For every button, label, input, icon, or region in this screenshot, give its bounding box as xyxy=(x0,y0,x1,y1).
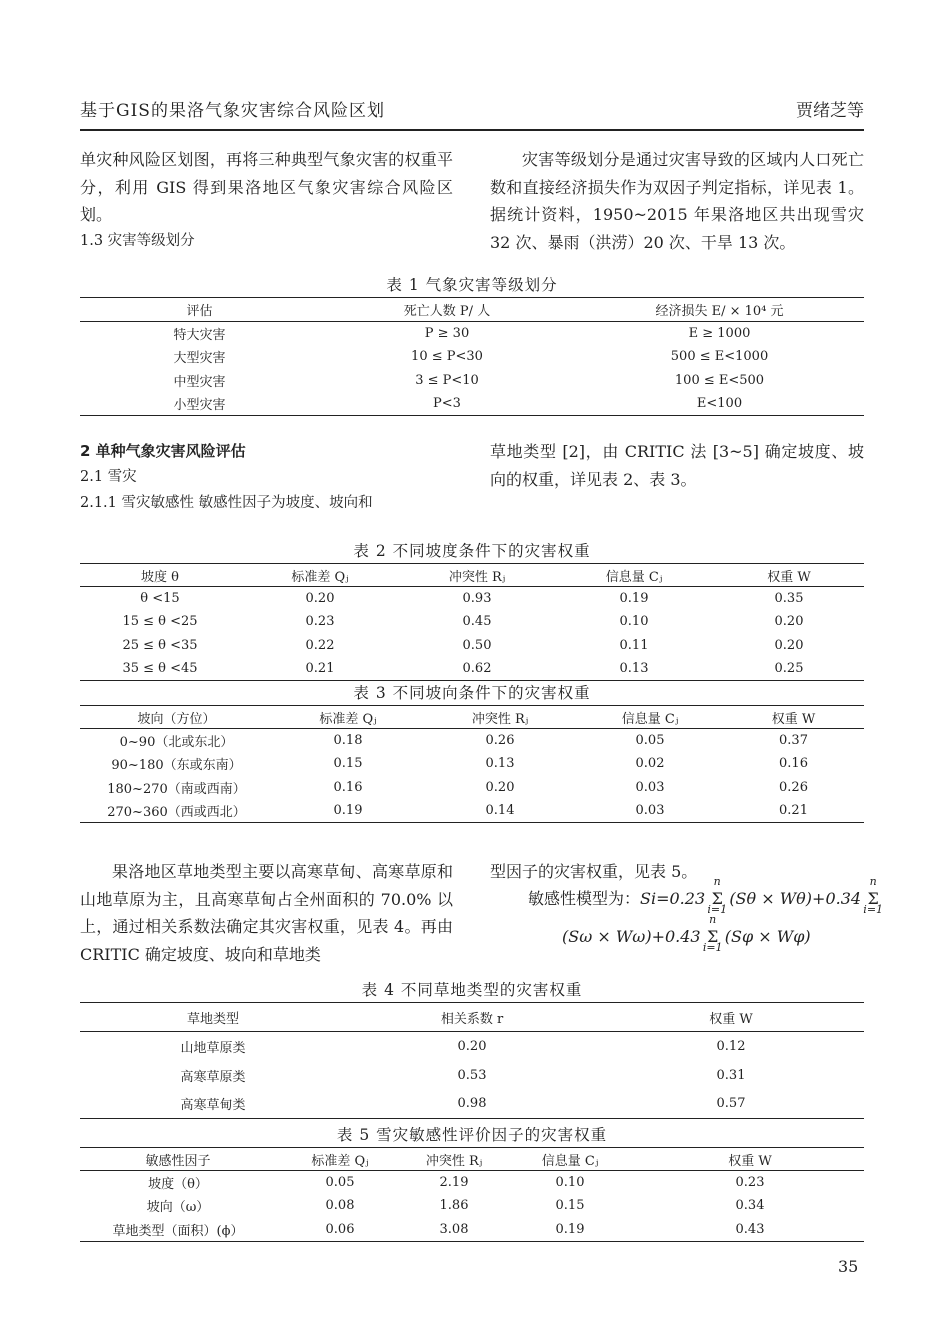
table4-cell: 0.20 xyxy=(457,1038,487,1054)
section-2-heading: 2 单种气象灾害风险评估 xyxy=(80,442,246,460)
table5-cell: 0.23 xyxy=(735,1175,765,1190)
table2-cell: 0.13 xyxy=(554,657,714,681)
table2-cell: 0.19 xyxy=(619,591,649,606)
table2-cell: 0.22 xyxy=(305,637,335,653)
table1-row xyxy=(80,369,864,393)
table2-cell: 0.23 xyxy=(305,614,335,630)
table3-cell: 0.15 xyxy=(333,756,363,772)
table5-header: 标准差 Qⱼ xyxy=(276,1148,404,1171)
table1-cell: P ≥ 30 xyxy=(424,326,470,341)
table4-cell: 高寒草原类 xyxy=(180,1069,246,1085)
mid-right-text: 型因子的灾害权重，见表 5。 xyxy=(490,862,698,881)
table4 xyxy=(80,1002,864,1119)
table5-header: 冲突性 Rⱼ xyxy=(404,1148,504,1171)
sensitivity-formula-line1 xyxy=(528,875,884,916)
table4-cell: 0.53 xyxy=(457,1067,487,1083)
table4-header: 相关系数 r xyxy=(346,1003,598,1032)
table4-row xyxy=(80,1061,864,1090)
table5-cell: 3.08 xyxy=(404,1218,504,1242)
table4-row xyxy=(80,1032,864,1061)
table5-cell: 草地类型（面积）(ϕ） xyxy=(80,1218,276,1242)
table3-caption: 表 3 不同坡向条件下的灾害权重 xyxy=(353,684,591,702)
table1-header: 经济损失 E/ × 10⁴ 元 xyxy=(575,298,864,322)
section-2-1-heading: 2.1 雪灾 xyxy=(80,469,137,485)
table5-caption: 表 5 雪灾敏感性评价因子的灾害权重 xyxy=(336,1126,608,1144)
table3-cell: 0.26 xyxy=(485,733,515,748)
header-authors: 贾绪芝等 xyxy=(796,101,864,121)
table3-cell: 0.02 xyxy=(635,756,665,772)
formula-model-label: 敏感性模型为： xyxy=(528,889,641,908)
table2-cell: 15 ≤ θ <25 xyxy=(122,614,198,630)
table5-row xyxy=(80,1171,864,1195)
table4-cell: 0.98 xyxy=(346,1090,598,1119)
sensitivity-formula-line2 xyxy=(562,913,811,954)
table2-header: 信息量 Cⱼ xyxy=(554,564,714,587)
table3-row xyxy=(80,776,864,800)
table1-cell: 中型灾害 xyxy=(173,374,226,390)
table2-cell: 0.20 xyxy=(774,637,804,653)
table3-header: 权重 W xyxy=(723,706,864,729)
table5-cell: 0.34 xyxy=(735,1198,765,1214)
table1-cell: 大型灾害 xyxy=(173,351,226,367)
table3-cell: 0.03 xyxy=(635,779,665,795)
table1-row xyxy=(80,392,864,416)
table2-cell: 0.93 xyxy=(462,591,492,606)
table3-cell: 0.26 xyxy=(779,779,808,795)
table3-cell: 0.37 xyxy=(779,733,808,748)
table3-header: 标准差 Qⱼ xyxy=(273,706,423,729)
table2-header: 坡度 θ xyxy=(80,564,240,587)
table3-cell: 180~270（南或西南） xyxy=(107,781,246,797)
table2-row xyxy=(80,634,864,658)
table5-header: 信息量 Cⱼ xyxy=(504,1148,636,1171)
table3-header: 坡向（方位） xyxy=(80,706,273,729)
header-title: 基于GIS的果洛气象灾害综合风险区划 xyxy=(80,101,385,121)
table4-cell: 山地草原类 xyxy=(180,1040,246,1056)
table4-cell: 高寒草甸类 xyxy=(80,1090,346,1119)
table5-cell: 0.06 xyxy=(276,1218,404,1242)
formula-term3: (Sφ × Wφ) xyxy=(724,927,811,946)
table5-header: 敏感性因子 xyxy=(80,1148,276,1171)
table5-cell: 坡向（ω） xyxy=(146,1200,210,1216)
sum-upper: n xyxy=(869,875,877,888)
table2-cell: 25 ≤ θ <35 xyxy=(122,637,198,653)
table2-cell: θ <15 xyxy=(140,591,180,606)
table3 xyxy=(80,705,864,823)
intro-left-text: 单灾种风险区划图，再将三种典型气象灾害的权重平分，利用 GIS 得到果洛地区气象灾害综合风险区划。 xyxy=(80,150,453,224)
mid-left-paragraph xyxy=(80,858,453,968)
table3-cell: 0.03 xyxy=(577,799,723,823)
table2-cell: 0.20 xyxy=(774,614,804,630)
table2-cell: 0.45 xyxy=(462,614,492,630)
table1 xyxy=(80,297,864,416)
table2 xyxy=(80,563,864,681)
sum-symbol: n Σ i=1 xyxy=(710,889,724,908)
table1-cell: 500 ≤ E<1000 xyxy=(670,349,769,365)
table5 xyxy=(80,1147,864,1242)
table1-cell: E<100 xyxy=(575,392,864,416)
table3-cell: 270~360（西或西北） xyxy=(80,799,273,823)
table4-cell: 0.12 xyxy=(716,1038,746,1054)
table5-cell: 0.19 xyxy=(504,1218,636,1242)
table3-cell: 0.16 xyxy=(333,779,363,795)
table2-cell: 35 ≤ θ <45 xyxy=(80,657,240,681)
sum-lower: i=1 xyxy=(702,941,723,954)
page-number: 35 xyxy=(838,1257,859,1276)
table2-cell: 0.62 xyxy=(400,657,554,681)
section-2-right-text: 草地类型 [2]，由 CRITIC 法 [3~5] 确定坡度、坡向的权重，详见表 2、表 3。 xyxy=(490,442,864,489)
table3-cell: 0.14 xyxy=(423,799,577,823)
formula-term1: (Sθ × Wθ)+0.34 xyxy=(729,889,862,908)
running-header xyxy=(80,96,864,122)
table1-cell: 100 ≤ E<500 xyxy=(674,372,765,388)
table3-cell: 90~180（东或东南） xyxy=(111,758,242,774)
sum-symbol: n Σ i=1 xyxy=(866,889,880,908)
table3-cell: 0.16 xyxy=(779,756,808,772)
table1-header: 评估 xyxy=(80,298,319,322)
table5-cell: 2.19 xyxy=(439,1175,469,1190)
table2-row xyxy=(80,587,864,611)
table4-cell: 0.31 xyxy=(716,1067,746,1083)
table1-row xyxy=(80,322,864,346)
table4-caption: 表 4 不同草地类型的灾害权重 xyxy=(361,981,583,999)
table5-row xyxy=(80,1194,864,1218)
table2-cell: 0.11 xyxy=(619,637,649,653)
table2-cell: 0.10 xyxy=(619,614,649,630)
table5-cell: 0.05 xyxy=(325,1175,355,1190)
table2-cell: 0.25 xyxy=(714,657,864,681)
table1-row xyxy=(80,345,864,369)
header-rule xyxy=(80,129,864,131)
table5-header: 权重 W xyxy=(636,1148,864,1171)
table1-caption: 表 1 气象灾害等级划分 xyxy=(386,276,558,294)
mid-right-paragraph xyxy=(490,858,864,886)
section-2 xyxy=(80,438,453,516)
table3-header: 信息量 Cⱼ xyxy=(577,706,723,729)
table1-cell: 特大灾害 xyxy=(173,328,226,343)
table2-cell: 0.21 xyxy=(240,657,400,681)
table2-cell: 0.50 xyxy=(462,637,492,653)
table2-header: 标准差 Qⱼ xyxy=(240,564,400,587)
table3-cell: 0.21 xyxy=(723,799,864,823)
table4-header: 权重 W xyxy=(598,1003,864,1032)
table5-cell: 0.10 xyxy=(555,1175,585,1190)
section-1-3 xyxy=(80,228,453,254)
table4-cell: 0.57 xyxy=(598,1090,864,1119)
table5-cell: 0.15 xyxy=(555,1198,585,1214)
table1-cell: 3 ≤ P<10 xyxy=(415,372,479,388)
table3-row xyxy=(80,752,864,776)
table2-row xyxy=(80,657,864,681)
table3-cell: 0.13 xyxy=(485,756,515,772)
table1-cell: 10 ≤ P<30 xyxy=(411,349,483,365)
sum-upper: n xyxy=(709,913,717,926)
table3-cell: 0.18 xyxy=(333,733,363,748)
table5-cell: 0.43 xyxy=(636,1218,864,1242)
sum-lower: i=1 xyxy=(707,903,728,916)
sum-upper: n xyxy=(713,875,721,888)
table3-cell: 0.19 xyxy=(273,799,423,823)
table3-cell: 0.05 xyxy=(635,733,665,748)
table3-row xyxy=(80,799,864,823)
table2-cell: 0.20 xyxy=(305,591,335,606)
table5-cell: 1.86 xyxy=(439,1198,469,1214)
table5-row xyxy=(80,1218,864,1242)
table2-header: 权重 W xyxy=(714,564,864,587)
section-2-right-paragraph xyxy=(490,438,864,493)
intro-right-text: 灾害等级划分是通过灾害导致的区域内人口死亡数和直接经济损失作为双因子判定指标，详见表 1。据统计资料，1950~2015 年果洛地区共出现雪灾 32 次、暴雨（洪涝）20 次、干旱 13 次。 xyxy=(490,150,864,252)
table1-cell: P<3 xyxy=(319,392,575,416)
section-1-3-heading: 1.3 灾害等级划分 xyxy=(80,233,195,249)
mid-left-text: 果洛地区草地类型主要以高寒草甸、高寒草原和山地草原为主，且高寒草甸占全州面积的 70.0% 以上，通过相关系数法确定其灾害权重，见表 4。再由 CRITIC 确定坡度、坡向和草地类 xyxy=(80,862,453,964)
table1-cell: 小型灾害 xyxy=(80,392,319,416)
sum-lower: i=1 xyxy=(863,903,884,916)
table3-cell: 0~90（北或东北） xyxy=(119,735,234,750)
table3-cell: 0.20 xyxy=(485,779,515,795)
table4-header: 草地类型 xyxy=(80,1003,346,1032)
table2-cell: 0.35 xyxy=(774,591,804,606)
intro-left-paragraph xyxy=(80,146,453,229)
table1-header: 死亡人数 P/ 人 xyxy=(319,298,575,322)
table2-header: 冲突性 Rⱼ xyxy=(400,564,554,587)
formula-si: Si=0.23 xyxy=(640,889,706,908)
intro-right-paragraph xyxy=(490,146,864,256)
table4-row xyxy=(80,1090,864,1119)
section-2-1-1-heading: 2.1.1 雪灾敏感性 敏感性因子为坡度、坡向和 xyxy=(80,495,373,511)
table2-row xyxy=(80,610,864,634)
table5-cell: 0.08 xyxy=(325,1198,355,1214)
sum-symbol: n Σ i=1 xyxy=(706,927,720,946)
formula-term2: (Sω × Wω)+0.43 xyxy=(562,927,701,946)
table2-caption: 表 2 不同坡度条件下的灾害权重 xyxy=(353,542,591,560)
table3-header: 冲突性 Rⱼ xyxy=(423,706,577,729)
table1-cell: E ≥ 1000 xyxy=(688,326,751,341)
table5-cell: 坡度（θ） xyxy=(148,1177,208,1192)
table3-row xyxy=(80,729,864,753)
